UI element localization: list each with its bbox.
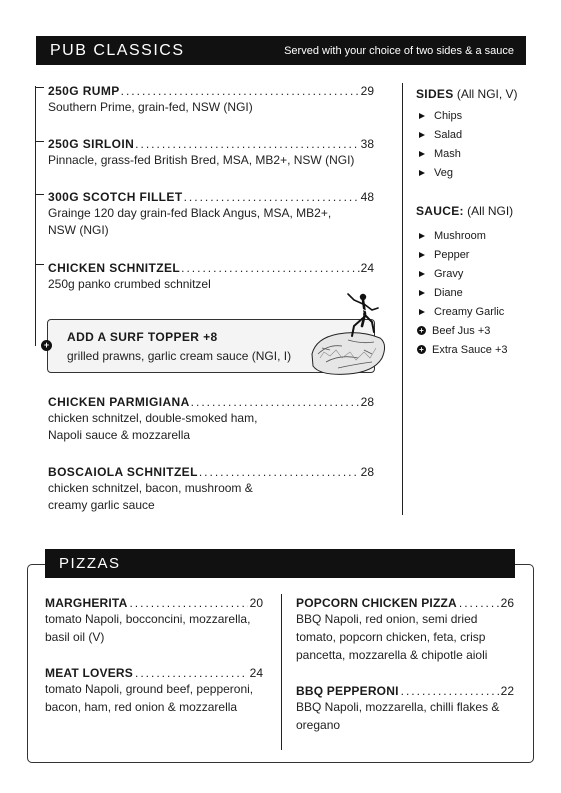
item-name: MARGHERITA xyxy=(45,596,128,610)
sides-list xyxy=(417,106,462,182)
menu-item xyxy=(48,137,374,169)
leader-dots xyxy=(135,137,359,151)
plus-icon: + xyxy=(41,340,52,351)
item-name: POPCORN CHICKEN PIZZA xyxy=(296,596,457,610)
sauce-heading xyxy=(416,204,513,218)
list-item xyxy=(417,106,462,125)
list-item xyxy=(417,264,508,283)
list-item xyxy=(417,321,508,340)
item-desc: 250g panko crumbed schnitzel xyxy=(48,277,211,291)
pizza-item xyxy=(45,596,263,646)
item-name: 300G SCOTCH FILLET xyxy=(48,190,183,204)
triangle-right-icon xyxy=(419,290,425,296)
item-price: 22 xyxy=(500,684,514,698)
item-price: 48 xyxy=(360,190,374,204)
triangle-right-icon xyxy=(419,233,425,239)
side-label: Salad xyxy=(434,128,463,141)
sauce-label: Diane xyxy=(434,286,463,299)
leader-dots xyxy=(121,84,360,98)
leader-dots xyxy=(401,684,499,698)
triangle-right-icon xyxy=(419,113,425,119)
menu-item xyxy=(48,465,374,514)
item-tick xyxy=(35,194,44,195)
side-label: Mash xyxy=(434,147,461,160)
item-desc: chicken schnitzel, double-smoked ham, Napoli sauce & mozzarella xyxy=(48,411,258,442)
leader-dots xyxy=(135,666,248,680)
sauce-label: Pepper xyxy=(434,248,470,261)
triangle-right-icon xyxy=(419,151,425,157)
extra-label: Extra Sauce +3 xyxy=(432,343,508,356)
list-item xyxy=(417,163,462,182)
item-desc: BBQ Napoli, mozzarella, chilli flakes & oregano xyxy=(296,700,500,732)
list-item xyxy=(417,125,462,144)
leader-dots xyxy=(181,261,360,275)
pub-classics-header xyxy=(36,36,526,65)
pizzas-header xyxy=(45,549,515,578)
item-name: 250G SIRLOIN xyxy=(48,137,135,151)
list-item xyxy=(417,144,462,163)
topper-title: ADD A SURF TOPPER +8 xyxy=(67,330,218,344)
sides-title: SIDES xyxy=(416,87,454,101)
menu-item xyxy=(48,190,374,239)
sides-note: (All NGI, V) xyxy=(456,87,518,101)
leader-dots xyxy=(459,596,499,610)
pizza-column-divider xyxy=(281,594,282,750)
section-title: PIZZAS xyxy=(59,555,121,572)
item-price: 28 xyxy=(360,465,374,479)
item-price: 29 xyxy=(360,84,374,98)
leader-dots xyxy=(199,465,360,479)
triangle-right-icon xyxy=(419,309,425,315)
item-desc: tomato Napoli, bocconcini, mozzarella, basil oil (V) xyxy=(45,612,251,644)
item-desc: tomato Napoli, ground beef, pepperoni, bacon, ham, red onion & mozzarella xyxy=(45,682,254,714)
item-desc: Pinnacle, grass-fed British Bred, MSA, MB2+, NSW (NGI) xyxy=(48,153,355,167)
item-price: 38 xyxy=(360,137,374,151)
item-desc: chicken schnitzel, bacon, mushroom & creamy garlic sauce xyxy=(48,481,253,512)
plus-circle-icon: + xyxy=(417,326,426,335)
leader-dots xyxy=(191,395,360,409)
triangle-right-icon xyxy=(419,252,425,258)
item-desc: BBQ Napoli, red onion, semi dried tomato, popcorn chicken, feta, crisp pancetta, mozzarella & chipotle aioli xyxy=(296,612,488,662)
triangle-right-icon xyxy=(419,170,425,176)
list-item xyxy=(417,226,508,245)
item-name: CHICKEN PARMIGIANA xyxy=(48,395,190,409)
item-name: MEAT LOVERS xyxy=(45,666,133,680)
surfer-schnitzel-illustration xyxy=(308,288,386,380)
sauce-label: Mushroom xyxy=(434,229,486,242)
topper-desc: grilled prawns, garlic cream sauce (NGI, I) xyxy=(67,349,292,363)
list-item xyxy=(417,340,508,359)
menu-item xyxy=(48,84,374,116)
pizza-item xyxy=(296,596,514,664)
item-desc: Grainge 120 day grain-fed Black Angus, MSA, MB2+, NSW (NGI) xyxy=(48,206,332,237)
extra-label: Beef Jus +3 xyxy=(432,324,491,337)
sauce-list xyxy=(417,226,508,359)
list-item xyxy=(417,245,508,264)
list-item xyxy=(417,302,508,321)
triangle-right-icon xyxy=(419,132,425,138)
list-item xyxy=(417,283,508,302)
menu-item xyxy=(48,395,374,444)
item-tick xyxy=(35,87,44,88)
triangle-right-icon xyxy=(419,271,425,277)
sides-divider xyxy=(402,83,403,515)
item-price: 20 xyxy=(249,596,263,610)
section-subtitle: Served with your choice of two sides & a sauce xyxy=(284,44,514,57)
item-name: BBQ PEPPERONI xyxy=(296,684,399,698)
item-name: 250G RUMP xyxy=(48,84,120,98)
leader-dots xyxy=(184,190,360,204)
item-desc: Southern Prime, grain-fed, NSW (NGI) xyxy=(48,100,253,114)
sauce-label: Creamy Garlic xyxy=(434,305,505,318)
item-tick xyxy=(35,141,44,142)
leader-dots xyxy=(129,596,247,610)
sides-heading xyxy=(416,87,518,101)
pizza-item xyxy=(45,666,263,716)
item-tick xyxy=(35,264,44,265)
side-label: Chips xyxy=(434,109,463,122)
item-name: BOSCAIOLA SCHNITZEL xyxy=(48,465,198,479)
left-bracket-rule xyxy=(35,86,36,346)
item-price: 28 xyxy=(360,395,374,409)
sauce-title: SAUCE: xyxy=(416,204,464,218)
section-title: PUB CLASSICS xyxy=(50,41,185,59)
item-price: 26 xyxy=(500,596,514,610)
side-label: Veg xyxy=(434,166,453,179)
item-name: CHICKEN SCHNITZEL xyxy=(48,261,181,275)
item-price: 24 xyxy=(360,261,374,275)
plus-circle-icon: + xyxy=(417,345,426,354)
sauce-label: Gravy xyxy=(434,267,464,280)
pizza-item xyxy=(296,684,514,734)
item-price: 24 xyxy=(249,666,263,680)
sauce-note: (All NGI) xyxy=(467,204,514,218)
